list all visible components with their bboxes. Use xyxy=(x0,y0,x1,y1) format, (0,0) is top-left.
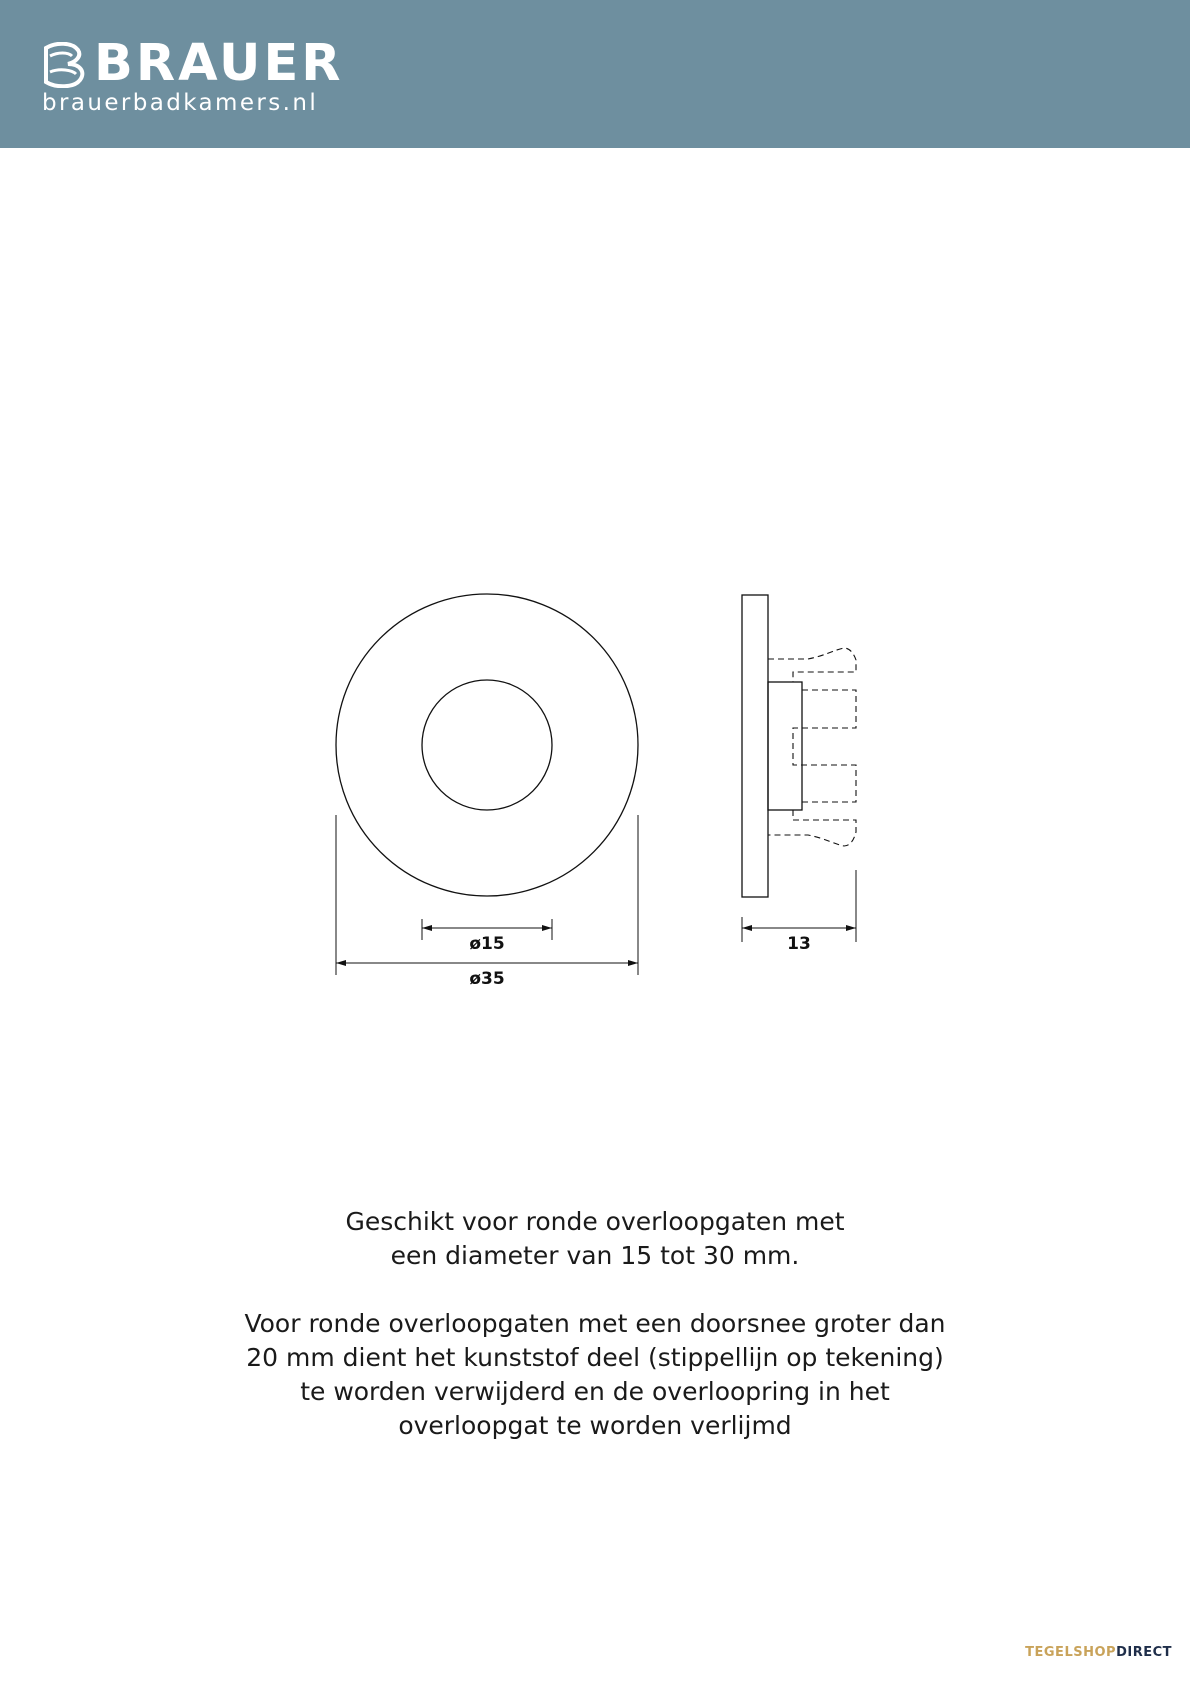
footer-brand-part: DIRECT xyxy=(1116,1645,1172,1660)
depth-label: 13 xyxy=(787,934,811,954)
brand-name: BRAUER xyxy=(94,34,344,93)
description-line: een diameter van 15 tot 30 mm. xyxy=(390,1241,800,1270)
inner-diameter-label: ø15 xyxy=(469,934,505,954)
inner-hole xyxy=(422,680,552,810)
paragraph-spacer xyxy=(95,1273,1095,1307)
footer-brand-part: TEGEL xyxy=(1025,1645,1074,1660)
description-line: 20 mm dient het kunststof deel (stippellijn op tekening) xyxy=(246,1343,944,1372)
description-line: Geschikt voor ronde overloopgaten met xyxy=(345,1207,845,1236)
plastic-insert-dashed xyxy=(768,648,856,846)
description-line: te worden verwijderd en de overloopring in het xyxy=(300,1377,890,1406)
product-description xyxy=(95,1205,1095,1443)
description-line: overloopgat te worden verlijmd xyxy=(398,1411,792,1440)
side-view xyxy=(742,595,856,954)
outer-ring xyxy=(336,594,638,896)
hub-profile xyxy=(768,682,802,810)
front-view xyxy=(336,594,638,989)
outer-diameter-label: ø35 xyxy=(469,969,505,989)
brand-url: brauerbadkamers.nl xyxy=(42,90,319,116)
footer-brand-part: SHOP xyxy=(1073,1645,1117,1660)
description-line: Voor ronde overloopgaten met een doorsnee groter dan xyxy=(244,1309,946,1338)
flange-profile xyxy=(742,595,768,897)
footer-brand-logo[interactable] xyxy=(1025,1645,1172,1660)
